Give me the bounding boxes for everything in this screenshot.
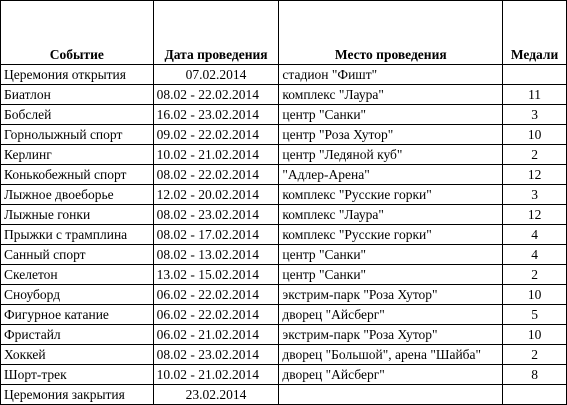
table-row [1, 245, 567, 265]
cell-event[interactable]: Лыжные гонки [1, 205, 154, 225]
table-row [1, 265, 567, 285]
cell-place[interactable]: "Адлер-Арена" [279, 165, 503, 185]
cell-medals[interactable]: 10 [503, 125, 567, 145]
cell-medals[interactable]: 2 [503, 145, 567, 165]
cell-place[interactable] [279, 385, 503, 405]
cell-place[interactable]: дворец "Большой", арена "Шайба" [279, 345, 503, 365]
header-row [1, 1, 567, 65]
cell-medals[interactable] [503, 65, 567, 85]
cell-date[interactable]: 08.02 - 17.02.2014 [153, 225, 279, 245]
cell-date[interactable]: 07.02.2014 [153, 65, 279, 85]
cell-medals[interactable]: 11 [503, 85, 567, 105]
cell-medals[interactable]: 8 [503, 365, 567, 385]
cell-date[interactable]: 08.02 - 22.02.2014 [153, 85, 279, 105]
cell-medals[interactable]: 2 [503, 265, 567, 285]
cell-medals[interactable]: 10 [503, 325, 567, 345]
header-place[interactable]: Место проведения [279, 1, 503, 65]
cell-date[interactable]: 08.02 - 23.02.2014 [153, 205, 279, 225]
cell-medals[interactable]: 4 [503, 225, 567, 245]
cell-event[interactable]: Церемония закрытия [1, 385, 154, 405]
cell-event[interactable]: Скелетон [1, 265, 154, 285]
table-row [1, 385, 567, 405]
cell-event[interactable]: Прыжки с трамплина [1, 225, 154, 245]
cell-place[interactable]: дворец "Айсберг" [279, 305, 503, 325]
cell-date[interactable]: 10.02 - 21.02.2014 [153, 145, 279, 165]
header-date[interactable]: Дата проведения [153, 1, 279, 65]
cell-place[interactable]: комплекс "Русские горки" [279, 185, 503, 205]
cell-medals[interactable]: 10 [503, 285, 567, 305]
cell-event[interactable]: Фристайл [1, 325, 154, 345]
table-row [1, 145, 567, 165]
table-row [1, 125, 567, 145]
cell-place[interactable]: комплекс "Лаура" [279, 205, 503, 225]
cell-date[interactable]: 23.02.2014 [153, 385, 279, 405]
cell-event[interactable]: Фигурное катание [1, 305, 154, 325]
cell-medals[interactable]: 12 [503, 205, 567, 225]
table-row [1, 205, 567, 225]
cell-date[interactable]: 10.02 - 21.02.2014 [153, 365, 279, 385]
cell-event[interactable]: Хоккей [1, 345, 154, 365]
table-row [1, 325, 567, 345]
table-row [1, 305, 567, 325]
cell-place[interactable]: комплекс "Русские горки" [279, 225, 503, 245]
table-row [1, 165, 567, 185]
header-medals[interactable]: Медали [503, 1, 567, 65]
cell-place[interactable]: дворец "Айсберг" [279, 365, 503, 385]
cell-date[interactable]: 12.02 - 20.02.2014 [153, 185, 279, 205]
cell-date[interactable]: 08.02 - 23.02.2014 [153, 345, 279, 365]
cell-place[interactable]: центр "Ледяной куб" [279, 145, 503, 165]
cell-place[interactable]: комплекс "Лаура" [279, 85, 503, 105]
cell-event[interactable]: Бобслей [1, 105, 154, 125]
cell-event[interactable]: Шорт-трек [1, 365, 154, 385]
cell-place[interactable]: экстрим-парк "Роза Хутор" [279, 325, 503, 345]
table-row [1, 345, 567, 365]
cell-medals[interactable]: 3 [503, 105, 567, 125]
cell-medals[interactable] [503, 385, 567, 405]
cell-event[interactable]: Сноуборд [1, 285, 154, 305]
cell-medals[interactable]: 4 [503, 245, 567, 265]
cell-event[interactable]: Санный спорт [1, 245, 154, 265]
cell-event[interactable]: Церемония открытия [1, 65, 154, 85]
cell-place[interactable]: центр "Санки" [279, 265, 503, 285]
cell-event[interactable]: Биатлон [1, 85, 154, 105]
cell-date[interactable]: 08.02 - 13.02.2014 [153, 245, 279, 265]
cell-event[interactable]: Лыжное двоеборье [1, 185, 154, 205]
cell-medals[interactable]: 5 [503, 305, 567, 325]
table-row [1, 65, 567, 85]
cell-date[interactable]: 06.02 - 21.02.2014 [153, 325, 279, 345]
table-row [1, 185, 567, 205]
cell-date[interactable]: 13.02 - 15.02.2014 [153, 265, 279, 285]
table-row [1, 285, 567, 305]
cell-medals[interactable]: 2 [503, 345, 567, 365]
cell-medals[interactable]: 12 [503, 165, 567, 185]
cell-date[interactable]: 09.02 - 22.02.2014 [153, 125, 279, 145]
cell-event[interactable]: Горнолыжный спорт [1, 125, 154, 145]
table-row [1, 365, 567, 385]
cell-medals[interactable]: 3 [503, 185, 567, 205]
header-event[interactable]: Событие [1, 1, 154, 65]
cell-place[interactable]: центр "Санки" [279, 245, 503, 265]
table-row [1, 85, 567, 105]
cell-date[interactable]: 06.02 - 22.02.2014 [153, 285, 279, 305]
table-row [1, 225, 567, 245]
cell-date[interactable]: 08.02 - 22.02.2014 [153, 165, 279, 185]
cell-place[interactable]: стадион "Фишт" [279, 65, 503, 85]
cell-event[interactable]: Конькобежный спорт [1, 165, 154, 185]
cell-place[interactable]: центр "Санки" [279, 105, 503, 125]
cell-place[interactable]: экстрим-парк "Роза Хутор" [279, 285, 503, 305]
table-row [1, 105, 567, 125]
cell-event[interactable]: Керлинг [1, 145, 154, 165]
cell-place[interactable]: центр "Роза Хутор" [279, 125, 503, 145]
cell-date[interactable]: 16.02 - 23.02.2014 [153, 105, 279, 125]
cell-date[interactable]: 06.02 - 22.02.2014 [153, 305, 279, 325]
